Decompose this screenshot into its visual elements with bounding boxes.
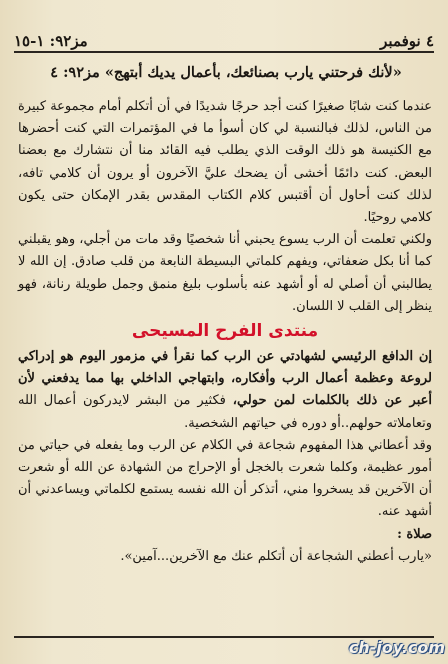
forum-banner: منتدى الفرح المسيحى <box>131 321 319 342</box>
prayer-title: صلاة : <box>397 526 432 542</box>
bold-statement: إن الدافع الرئيسي لشهادتي عن الرب كما نقرأ في مزمور اليوم هو إدراكي لروعة وعظمة أعمال الرب وأفكاره، وابتهاجي الداخلي بها مما يدفعني لأن أعبر عن ذلك بالكلمات لمن حولي، <box>18 349 432 409</box>
paragraph-2: ولكني تعلمت أن الرب يسوع يحبني أنا شخصيًا وقد مات من أجلي، وهو يقبلني كما أنا بكل ضعفاتي، ويفهم كلماتي البسيطة النابعة من قلب صادق. إن الله لا يطالبني أن أصلي له أو أشهد عنه بأسلوب بليغ منمق وجمل طويلة رنانة، فهو ينظر إلى القلب لا اللسان. <box>18 232 432 314</box>
header-rule <box>14 51 434 53</box>
header-reference: مز٩٢: ١-١٥ <box>14 32 88 50</box>
daily-verse: «لأنك فرحتني يارب بصنائعك، بأعمال يديك أبتهج» مز٩٢: ٤ <box>50 64 402 81</box>
bold-statement-tail: فكثير من البشر لايدركون أعمال الله وتعاملاته حولهم..أو دوره في حياتهم الشخصية. <box>18 393 432 431</box>
site-watermark: ch-joy.com <box>348 638 445 657</box>
devotional-body <box>18 96 432 568</box>
prayer-text: «يارب أعطني الشجاعة أن أتكلم عنك مع الآخرين...آمين». <box>120 548 432 564</box>
paragraph-1: عندما كنت شابًا صغيرًا كنت أجد حرجًا شديدًا في أن أتكلم أمام مجموعة كبيرة من الناس، لذلك فبالنسبة لي كان أسوأ ما في المؤتمرات التي كنت أحضرها مع الكنيسة هو ذلك الوقت الذي يطلب فيه القائد منا أن نتشارك مع بعضنا البعض. كنت دائمًا أخشى أن يضحك عليَّ الآخرون أو يرون أن كلامي تافه، لذلك كنت أحاول أن أقتبس كلام الكتاب المقدس بقدر الإمكان حتى يكون كلامي روحيًا. <box>18 99 432 226</box>
paragraph-3 <box>18 346 432 435</box>
paragraph-4: وقد أعطاني هذا المفهوم شجاعة في الكلام عن الرب وما يفعله في حياتي من أمور عظيمة، وكلما شعرت بالخجل أو الإحراج من الشهادة عن الله أو شعرت أن الآخرين قد يسخروا مني، أتذكر أن الله نفسه يستمع لكلماتي ويساعدني أن أشهد عنه. <box>18 437 432 520</box>
page-header <box>14 28 434 50</box>
header-date: ٤ نوفمبر <box>380 32 434 50</box>
